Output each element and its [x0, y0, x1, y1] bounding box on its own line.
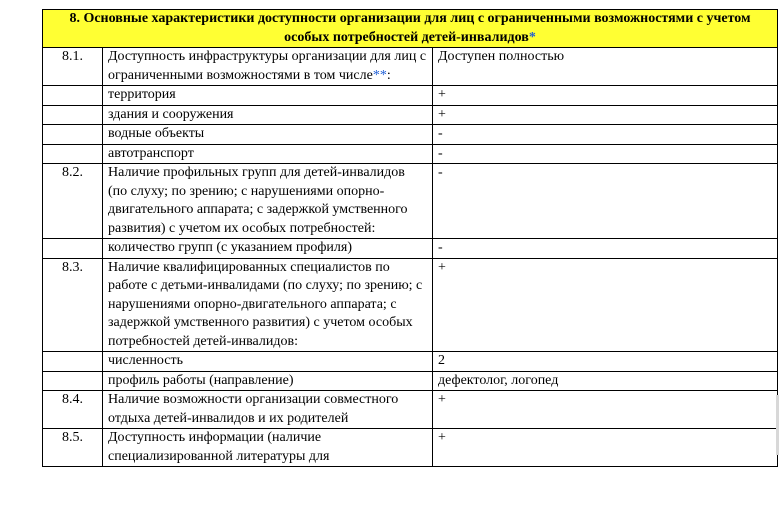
row-number-empty — [43, 125, 103, 145]
row-label: автотранспорт — [103, 144, 433, 164]
row-number-empty — [43, 144, 103, 164]
table-row — [43, 125, 778, 145]
row-number: 8.5. — [43, 429, 103, 467]
row-value: - — [433, 125, 778, 145]
row-value: - — [433, 144, 778, 164]
table-row — [43, 164, 778, 239]
table-row — [43, 105, 778, 125]
accessibility-table — [42, 9, 778, 467]
row-label: Наличие возможности организации совместного отдыха детей-инвалидов и их родителей — [103, 391, 433, 429]
row-label: водные объекты — [103, 125, 433, 145]
row-label: количество групп (с указанием профиля) — [103, 239, 433, 259]
row-value: + — [433, 258, 778, 352]
row-value: + — [433, 86, 778, 106]
table-row — [43, 144, 778, 164]
table-row — [43, 429, 778, 467]
row-number: 8.3. — [43, 258, 103, 352]
row-value: - — [433, 164, 778, 239]
row-label: здания и сооружения — [103, 105, 433, 125]
row-value: + — [433, 429, 778, 467]
row-label: Доступность информации (наличие специализированной литературы для — [103, 429, 433, 467]
table-row — [43, 371, 778, 391]
section-title: 8. Основные характеристики доступности организации для лиц с ограниченными возможностями с учетом особых потребностей детей-инвалидов — [69, 11, 751, 45]
table-row — [43, 239, 778, 259]
table-row — [43, 48, 778, 86]
row-label: Наличие профильных групп для детей-инвалидов (по слуху; по зрению; с нарушениями опорно-двигательного аппарата; с задержкой умственного развития) с учетом их особых потребностей: — [103, 164, 433, 239]
row-value: дефектолог, логопед — [433, 371, 778, 391]
row-number-empty — [43, 86, 103, 106]
row-label: Наличие квалифицированных специалистов по работе с детьми-инвалидами (по слуху; по зрению; с нарушениями опорно-двигательного аппарата; с задержкой умственного развития) с учетом особых потребностей детей-инвалидов: — [103, 258, 433, 352]
row-label-colon: : — [386, 67, 391, 83]
row-number-empty — [43, 239, 103, 259]
row-value: - — [433, 239, 778, 259]
footnote-marker-single: * — [528, 29, 536, 45]
table-row — [43, 258, 778, 352]
row-label — [103, 48, 433, 86]
row-value: 2 — [433, 352, 778, 372]
table-row — [43, 391, 778, 429]
row-value: + — [433, 391, 778, 429]
row-number-empty — [43, 105, 103, 125]
row-value: Доступен полностью — [433, 48, 778, 86]
row-value: + — [433, 105, 778, 125]
row-label-text: Доступность инфраструктуры организации для лиц с ограниченными возможностями в том числе — [108, 49, 427, 83]
row-label: численность — [103, 352, 433, 372]
section-heading-row — [43, 10, 778, 48]
row-number-empty — [43, 371, 103, 391]
section-heading — [43, 10, 778, 48]
row-number: 8.2. — [43, 164, 103, 239]
row-number-empty — [43, 352, 103, 372]
row-number: 8.1. — [43, 48, 103, 86]
row-label: профиль работы (направление) — [103, 371, 433, 391]
row-label: территория — [103, 86, 433, 106]
footnote-marker-double: ** — [372, 67, 387, 83]
table-row — [43, 352, 778, 372]
table-row — [43, 86, 778, 106]
row-number: 8.4. — [43, 391, 103, 429]
